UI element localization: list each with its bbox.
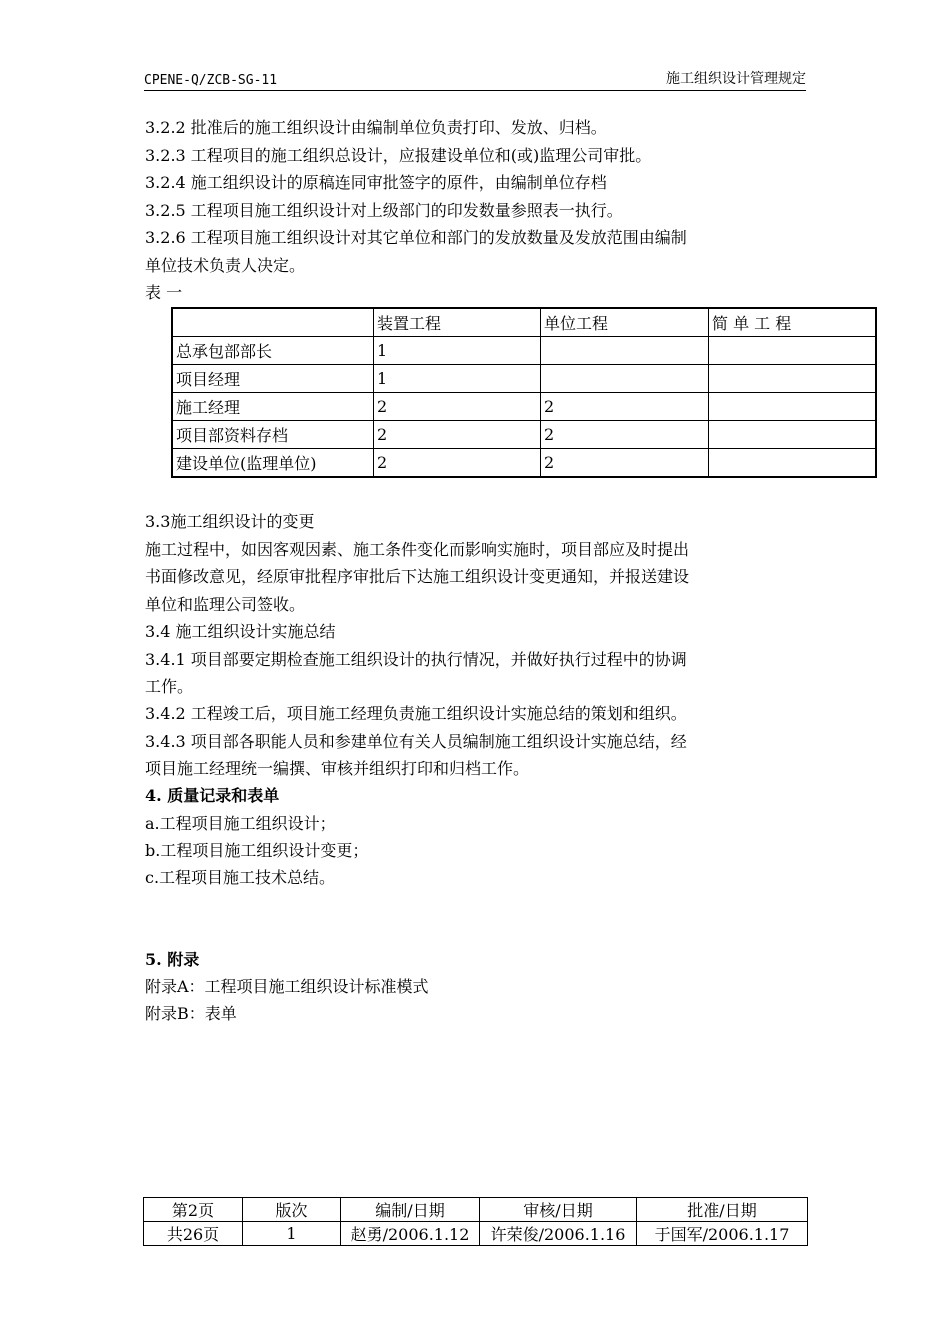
section-3-3-text: 施工过程中，如因客观因素、施工条件变化而影响实施时，项目部应及时提出	[145, 540, 690, 559]
table-cell: 2	[541, 449, 709, 478]
table-cell	[709, 393, 877, 421]
footer-cell: 编制/日期	[341, 1198, 480, 1222]
clause-3-4-3-cont: 项目施工经理统一编撰、审核并组织打印和归档工作。	[145, 759, 530, 778]
section-3-3-title: 3.3施工组织设计的变更	[145, 512, 315, 531]
table-cell: 施工经理	[172, 393, 374, 421]
table-cell: 建设单位(监理单位)	[172, 449, 374, 478]
doc-code: CPENE-Q/ZCB-SG-11	[144, 73, 278, 88]
footer-row	[144, 1222, 808, 1246]
table-cell: 2	[374, 449, 541, 478]
clause-3-2-3: 3.2.3 工程项目的施工组织总设计，应报建设单位和(或)监理公司审批。	[145, 146, 652, 165]
table-cell: 1	[374, 365, 541, 393]
header-cell: 单位工程	[541, 308, 709, 337]
clause-3-2-6: 3.2.6 工程项目施工组织设计对其它单位和部门的发放数量及发放范围由编制	[145, 228, 687, 247]
table-cell: 项目部资料存档	[172, 421, 374, 449]
distribution-table	[171, 307, 877, 478]
list-item: b.工程项目施工组织设计变更；	[145, 841, 369, 860]
footer-cell: 审核/日期	[480, 1198, 637, 1222]
table-cell	[709, 449, 877, 478]
list-item: a.工程项目施工组织设计；	[145, 814, 336, 833]
footer-cell: 批准/日期	[637, 1198, 808, 1222]
table-cell: 项目经理	[172, 365, 374, 393]
table-row	[172, 393, 876, 421]
table-row	[172, 421, 876, 449]
section-3-3-text: 单位和监理公司签收。	[145, 595, 306, 614]
clause-3-4-1: 3.4.1 项目部要定期检查施工组织设计的执行情况，并做好执行过程中的协调	[145, 650, 687, 669]
clause-3-4-2: 3.4.2 工程竣工后，项目施工经理负责施工组织设计实施总结的策划和组织。	[145, 704, 687, 723]
table-cell: 2	[541, 421, 709, 449]
section-5-title: 5. 附录	[145, 950, 200, 969]
clause-3-2-4: 3.2.4 施工组织设计的原稿连同审批签字的原件，由编制单位存档	[145, 173, 607, 192]
section-3-4-title: 3.4 施工组织设计实施总结	[145, 622, 336, 641]
table-row	[172, 337, 876, 365]
footer-cell: 许荣俊/2006.1.16	[480, 1222, 637, 1246]
footer-cell: 第2页	[144, 1198, 243, 1222]
list-item: 附录B：表单	[145, 1004, 237, 1023]
table-cell	[541, 337, 709, 365]
table-cell	[709, 365, 877, 393]
header-cell: 简 单 工 程	[709, 308, 877, 337]
footer-cell: 版次	[243, 1198, 341, 1222]
clause-3-2-2: 3.2.2 批准后的施工组织设计由编制单位负责打印、发放、归档。	[145, 118, 607, 137]
table-cell: 2	[541, 393, 709, 421]
footer-cell: 赵勇/2006.1.12	[341, 1222, 480, 1246]
footer-cell: 共26页	[144, 1222, 243, 1246]
clause-3-4-1-cont: 工作。	[145, 677, 194, 696]
table-row	[172, 449, 876, 478]
section-3-3-text: 书面修改意见，经原审批程序审批后下达施工组织设计变更通知，并报送建设	[145, 567, 690, 586]
table-cell	[709, 421, 877, 449]
table-cell: 1	[374, 337, 541, 365]
footer-row	[144, 1198, 808, 1222]
list-item: 附录A：工程项目施工组织设计标准模式	[145, 977, 429, 996]
clause-3-2-6-cont: 单位技术负责人决定。	[145, 256, 306, 275]
table-row	[172, 365, 876, 393]
clause-3-4-3: 3.4.3 项目部各职能人员和参建单位有关人员编制施工组织设计实施总结，经	[145, 732, 687, 751]
table-cell	[709, 337, 877, 365]
list-item: c.工程项目施工技术总结。	[145, 868, 336, 887]
section-4-title: 4. 质量记录和表单	[145, 786, 280, 805]
table-header-row	[172, 308, 876, 337]
page-header	[144, 68, 806, 91]
header-cell: 装置工程	[374, 308, 541, 337]
table-cell: 2	[374, 393, 541, 421]
table-caption: 表 一	[145, 283, 183, 302]
footer-table	[143, 1197, 808, 1246]
table-cell: 总承包部部长	[172, 337, 374, 365]
table-cell	[541, 365, 709, 393]
header-cell	[172, 308, 374, 337]
footer-cell: 于国军/2006.1.17	[637, 1222, 808, 1246]
footer-cell: 1	[243, 1222, 341, 1246]
clause-3-2-5: 3.2.5 工程项目施工组织设计对上级部门的印发数量参照表一执行。	[145, 201, 623, 220]
doc-title: 施工组织设计管理规定	[666, 71, 806, 87]
table-cell: 2	[374, 421, 541, 449]
